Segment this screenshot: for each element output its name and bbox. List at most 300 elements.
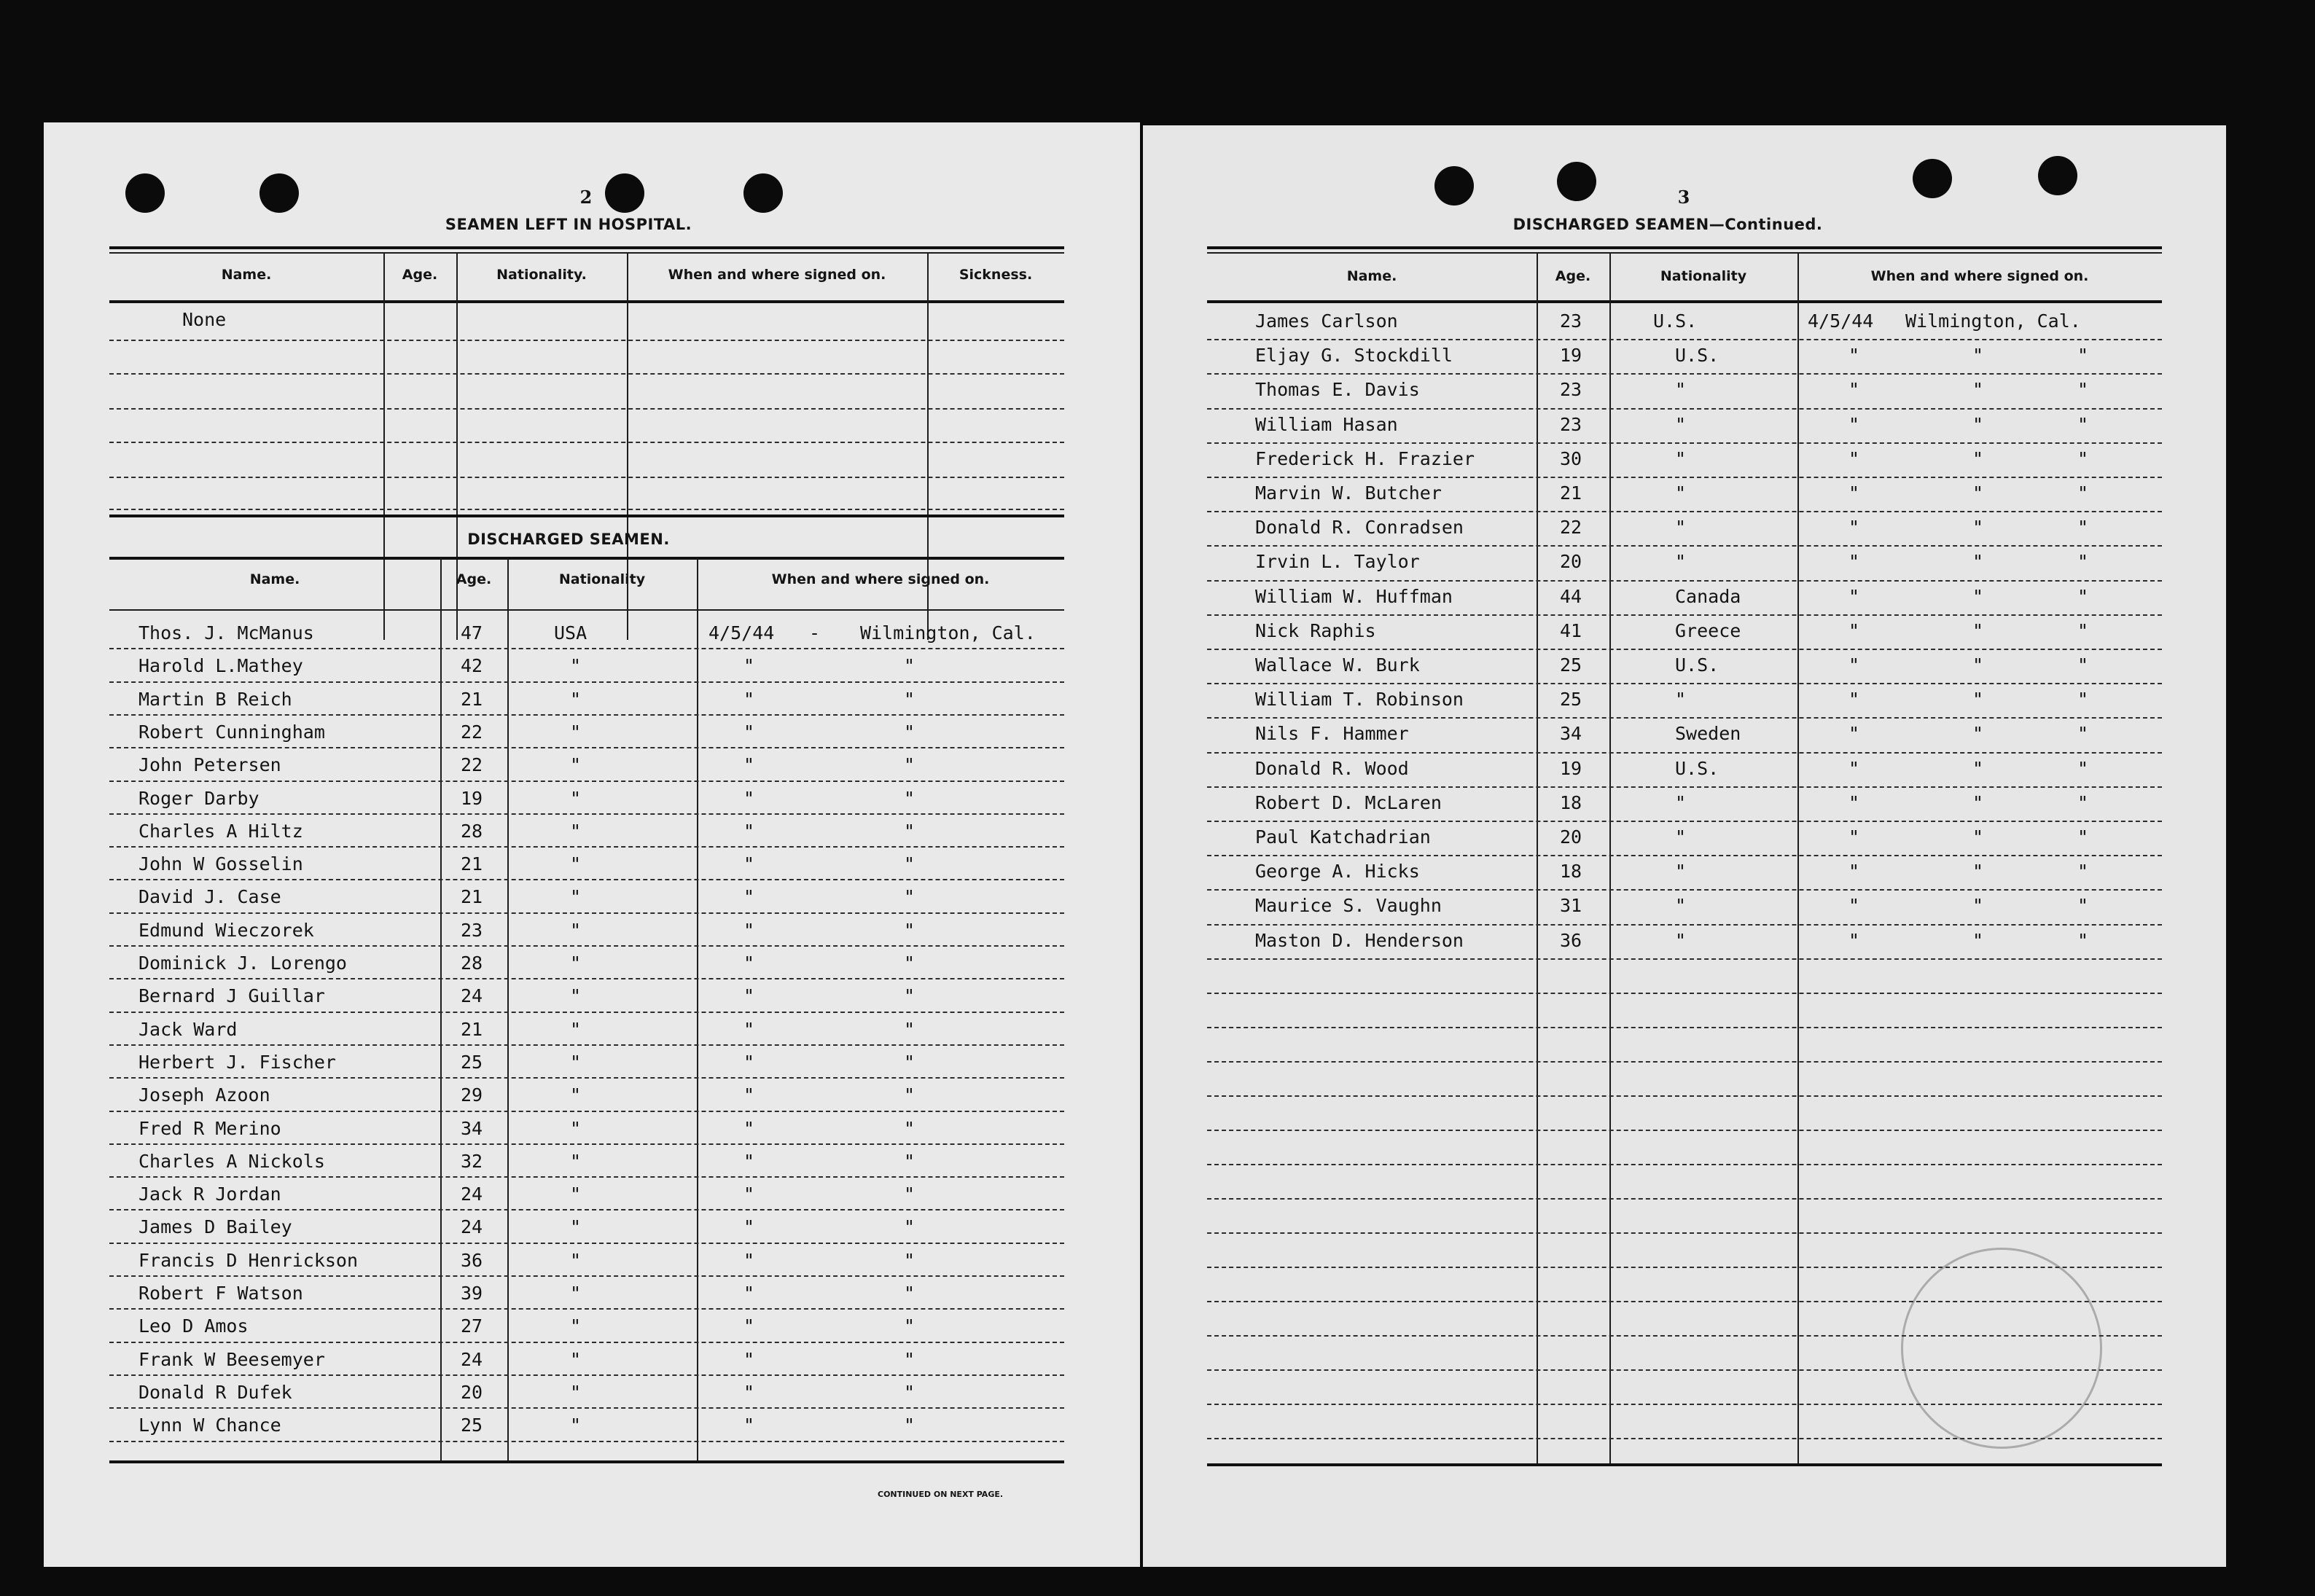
row-date: " bbox=[1849, 895, 1860, 917]
col-header-signed-on: When and where signed on. bbox=[668, 267, 886, 283]
row-date: " bbox=[1849, 861, 1860, 883]
row-date: " bbox=[743, 1283, 755, 1304]
row-age: 23 bbox=[461, 919, 483, 941]
col-header-name: Name. bbox=[1346, 268, 1397, 284]
col-header-signed-on: When and where signed on. bbox=[771, 571, 990, 587]
row-nationality: " bbox=[570, 1018, 582, 1040]
row-age: 34 bbox=[1560, 723, 1582, 745]
row-name: Joseph Azoon bbox=[138, 1084, 270, 1106]
row-age: 21 bbox=[1560, 482, 1582, 504]
col-header-age: Age. bbox=[402, 267, 438, 283]
row-nationality: " bbox=[570, 1283, 582, 1304]
row-age: 24 bbox=[461, 1348, 483, 1370]
row-place: " bbox=[904, 1051, 916, 1073]
row-place: " bbox=[904, 1084, 916, 1106]
row-rule bbox=[109, 1111, 1064, 1112]
row-date: " bbox=[743, 688, 755, 710]
discharged-continued-title: DISCHARGED SEAMEN—Continued. bbox=[1512, 216, 1823, 233]
row-rule bbox=[1207, 1027, 2162, 1028]
row-nationality: " bbox=[570, 1084, 582, 1106]
row-ditto: " bbox=[2077, 929, 2089, 951]
row-name: Jack R Jordan bbox=[138, 1184, 281, 1205]
row-nationality: U.S. bbox=[1675, 654, 1719, 676]
row-nationality: " bbox=[1675, 517, 1687, 539]
row-rule bbox=[1207, 821, 2162, 822]
row-date: " bbox=[743, 1084, 755, 1106]
row-age: 36 bbox=[461, 1249, 483, 1271]
row-rule bbox=[1207, 993, 2162, 994]
row-date: " bbox=[743, 1381, 755, 1403]
row-name: William W. Huffman bbox=[1255, 585, 1453, 607]
row-name: Donald R. Wood bbox=[1255, 757, 1409, 779]
row-rule bbox=[109, 1342, 1064, 1343]
col-header-nationality: Nationality bbox=[558, 571, 646, 587]
row-nationality: " bbox=[1675, 895, 1687, 917]
row-name: William Hasan bbox=[1255, 413, 1398, 435]
row-age: 23 bbox=[1560, 413, 1582, 435]
row-rule bbox=[109, 1407, 1064, 1409]
row-age: 25 bbox=[461, 1051, 483, 1073]
row-place: " bbox=[1972, 379, 1984, 401]
punch-hole bbox=[743, 173, 783, 213]
row-rule bbox=[109, 978, 1064, 979]
row-name: Lynn W Chance bbox=[138, 1415, 281, 1436]
row-date: " bbox=[1849, 791, 1860, 813]
row-date: " bbox=[1849, 689, 1860, 711]
row-place: " bbox=[1972, 517, 1984, 539]
row-name: Thomas E. Davis bbox=[1255, 379, 1420, 401]
row-age: 23 bbox=[1560, 379, 1582, 401]
row-place: " bbox=[904, 919, 916, 941]
row-date: 4/5/44 bbox=[1808, 310, 1874, 332]
row-ditto: " bbox=[2077, 447, 2089, 469]
row-age: 39 bbox=[461, 1283, 483, 1304]
row-name: Frank W Beesemyer bbox=[138, 1348, 325, 1370]
row-place: " bbox=[904, 1348, 916, 1370]
row-date: " bbox=[743, 853, 755, 875]
row-name: Donald R. Conradsen bbox=[1255, 517, 1464, 539]
row-date: " bbox=[743, 985, 755, 1007]
punch-hole bbox=[1434, 166, 1474, 206]
row-place: " bbox=[1972, 619, 1984, 641]
row-age: 23 bbox=[1560, 310, 1582, 332]
row-date: " bbox=[1849, 379, 1860, 401]
row-nationality: U.S. bbox=[1675, 345, 1719, 367]
row-date: " bbox=[743, 1348, 755, 1370]
row-age: 28 bbox=[461, 952, 483, 974]
row-nationality: " bbox=[1675, 929, 1687, 951]
row-ditto: " bbox=[2077, 619, 2089, 641]
row-place: " bbox=[1972, 689, 1984, 711]
row-place: Wilmington, Cal. bbox=[860, 622, 1036, 644]
row-nationality: " bbox=[570, 688, 582, 710]
row-ditto: " bbox=[2077, 895, 2089, 917]
row-rule bbox=[109, 747, 1064, 748]
row-date: 4/5/44 bbox=[708, 622, 775, 644]
row-name: Fred R Merino bbox=[138, 1117, 281, 1139]
row-age: 18 bbox=[1560, 861, 1582, 883]
row-age: 20 bbox=[1560, 826, 1582, 848]
row-nationality: " bbox=[570, 1051, 582, 1073]
row-age: 29 bbox=[461, 1084, 483, 1106]
row-name: Herbert J. Fischer bbox=[138, 1051, 336, 1073]
row-place: " bbox=[904, 1415, 916, 1436]
continued-note: CONTINUED ON NEXT PAGE. bbox=[878, 1490, 1004, 1499]
row-place: " bbox=[904, 853, 916, 875]
row-place: " bbox=[904, 754, 916, 776]
row-age: 27 bbox=[461, 1315, 483, 1337]
punch-hole bbox=[125, 173, 165, 213]
row-age: 32 bbox=[461, 1150, 483, 1172]
row-place: " bbox=[904, 1283, 916, 1304]
row-rule bbox=[109, 879, 1064, 880]
row-place: " bbox=[904, 1315, 916, 1337]
row-rule bbox=[1207, 442, 2162, 444]
row-nationality: " bbox=[570, 919, 582, 941]
row-rule bbox=[1207, 339, 2162, 340]
row-age: 25 bbox=[1560, 654, 1582, 676]
row-ditto: " bbox=[2077, 654, 2089, 676]
row-name: Robert Cunningham bbox=[138, 721, 325, 743]
row-nationality: " bbox=[570, 787, 582, 809]
row-rule bbox=[1207, 511, 2162, 512]
row-dash: - bbox=[809, 622, 821, 644]
row-place: " bbox=[1972, 791, 1984, 813]
row-nationality: USA bbox=[554, 622, 587, 644]
row-age: 44 bbox=[1560, 585, 1582, 607]
row-rule bbox=[1207, 683, 2162, 684]
row-name: James Carlson bbox=[1255, 310, 1398, 332]
row-nationality: " bbox=[1675, 482, 1687, 504]
row-date: " bbox=[743, 1415, 755, 1436]
row-nationality: Canada bbox=[1675, 585, 1741, 607]
row-date: " bbox=[743, 1249, 755, 1271]
row-date: " bbox=[743, 1018, 755, 1040]
row-name: Thos. J. McManus bbox=[138, 622, 314, 644]
row-name: Wallace W. Burk bbox=[1255, 654, 1420, 676]
row-rule bbox=[109, 1012, 1064, 1013]
row-rule bbox=[1207, 1198, 2162, 1200]
row-name: Marvin W. Butcher bbox=[1255, 482, 1442, 504]
row-nationality: " bbox=[1675, 791, 1687, 813]
col-header-age: Age. bbox=[1555, 268, 1591, 284]
row-date: " bbox=[743, 886, 755, 908]
row-rule bbox=[109, 714, 1064, 716]
row-age: 20 bbox=[461, 1381, 483, 1403]
row-name: Frederick H. Frazier bbox=[1255, 447, 1475, 469]
left-page bbox=[44, 122, 1140, 1567]
row-rule bbox=[109, 1044, 1064, 1046]
row-ditto: " bbox=[2077, 413, 2089, 435]
row-date: " bbox=[1849, 482, 1860, 504]
row-nationality: U.S. bbox=[1653, 310, 1698, 332]
right-page bbox=[1143, 125, 2226, 1567]
row-age: 28 bbox=[461, 820, 483, 842]
row-name: Edmund Wieczorek bbox=[138, 919, 314, 941]
row-nationality: " bbox=[570, 886, 582, 908]
row-nationality: " bbox=[570, 1315, 582, 1337]
row-rule bbox=[1207, 1232, 2162, 1234]
col-header-age: Age. bbox=[456, 571, 492, 587]
row-name: Donald R Dufek bbox=[138, 1381, 292, 1403]
row-name: David J. Case bbox=[138, 886, 281, 908]
row-rule bbox=[1207, 614, 2162, 616]
row-rule bbox=[1207, 1130, 2162, 1131]
row-date: " bbox=[1849, 826, 1860, 848]
hospital-row-name: None bbox=[182, 309, 227, 330]
row-place: " bbox=[904, 985, 916, 1007]
row-name: Maston D. Henderson bbox=[1255, 929, 1464, 951]
row-nationality: " bbox=[570, 952, 582, 974]
row-age: 24 bbox=[461, 985, 483, 1007]
official-stamp bbox=[1901, 1248, 2102, 1449]
row-rule bbox=[1207, 855, 2162, 856]
row-rule bbox=[109, 1143, 1064, 1145]
row-rule bbox=[1207, 717, 2162, 719]
row-rule bbox=[109, 1176, 1064, 1178]
row-ditto: " bbox=[2077, 757, 2089, 779]
row-age: 22 bbox=[1560, 517, 1582, 539]
row-nationality: " bbox=[1675, 861, 1687, 883]
row-rule bbox=[109, 945, 1064, 947]
row-nationality: " bbox=[570, 721, 582, 743]
row-age: 42 bbox=[461, 655, 483, 677]
row-ditto: " bbox=[2077, 723, 2089, 745]
row-place: " bbox=[1972, 447, 1984, 469]
row-date: " bbox=[743, 1051, 755, 1073]
row-rule bbox=[109, 912, 1064, 914]
row-rule bbox=[109, 1275, 1064, 1277]
row-rule bbox=[1207, 752, 2162, 754]
row-name: Eljay G. Stockdill bbox=[1255, 345, 1453, 367]
row-name: Robert D. McLaren bbox=[1255, 791, 1442, 813]
row-place: " bbox=[904, 1216, 916, 1238]
row-age: 19 bbox=[461, 787, 483, 809]
row-rule bbox=[1207, 786, 2162, 788]
row-place: " bbox=[1972, 345, 1984, 367]
row-name: Robert F Watson bbox=[138, 1283, 303, 1304]
row-place: " bbox=[1972, 723, 1984, 745]
row-name: John Petersen bbox=[138, 754, 281, 776]
row-rule bbox=[1207, 545, 2162, 547]
row-date: " bbox=[1849, 619, 1860, 641]
row-rule bbox=[1207, 408, 2162, 410]
row-nationality: " bbox=[1675, 826, 1687, 848]
row-date: " bbox=[743, 754, 755, 776]
row-nationality: Sweden bbox=[1675, 723, 1741, 745]
row-name: Nick Raphis bbox=[1255, 619, 1376, 641]
row-ditto: " bbox=[2077, 585, 2089, 607]
punch-hole bbox=[605, 173, 644, 213]
row-ditto: " bbox=[2077, 689, 2089, 711]
row-rule bbox=[1207, 958, 2162, 960]
row-ditto: " bbox=[2077, 482, 2089, 504]
row-nationality: " bbox=[570, 1415, 582, 1436]
row-nationality: " bbox=[570, 1381, 582, 1403]
row-place: " bbox=[904, 820, 916, 842]
row-place: " bbox=[1972, 861, 1984, 883]
row-place: " bbox=[904, 688, 916, 710]
row-name: Maurice S. Vaughn bbox=[1255, 895, 1442, 917]
row-rule bbox=[1207, 1061, 2162, 1063]
row-ditto: " bbox=[2077, 517, 2089, 539]
row-nationality: " bbox=[570, 820, 582, 842]
row-date: " bbox=[1849, 447, 1860, 469]
row-date: " bbox=[1849, 654, 1860, 676]
punch-hole bbox=[2038, 156, 2077, 195]
page-number: 2 bbox=[579, 187, 593, 208]
row-place: " bbox=[904, 1117, 916, 1139]
row-nationality: " bbox=[570, 655, 582, 677]
row-rule bbox=[109, 1374, 1064, 1376]
row-nationality: " bbox=[570, 1348, 582, 1370]
row-date: " bbox=[743, 820, 755, 842]
row-date: " bbox=[743, 1216, 755, 1238]
row-rule bbox=[109, 1209, 1064, 1210]
row-date: " bbox=[1849, 929, 1860, 951]
row-place: " bbox=[1972, 654, 1984, 676]
row-rule bbox=[109, 813, 1064, 815]
row-name: Martin B Reich bbox=[138, 688, 292, 710]
row-rule bbox=[1207, 580, 2162, 582]
row-place: " bbox=[904, 886, 916, 908]
col-header-name: Name. bbox=[221, 267, 272, 283]
row-name: Irvin L. Taylor bbox=[1255, 551, 1420, 573]
row-name: William T. Robinson bbox=[1255, 689, 1464, 711]
row-age: 47 bbox=[461, 622, 483, 644]
punch-hole bbox=[1557, 162, 1596, 201]
row-nationality: " bbox=[1675, 447, 1687, 469]
row-age: 22 bbox=[461, 754, 483, 776]
row-place: " bbox=[904, 1150, 916, 1172]
row-name: Dominick J. Lorengo bbox=[138, 952, 347, 974]
row-nationality: " bbox=[1675, 379, 1687, 401]
row-rule bbox=[109, 681, 1064, 683]
row-date: " bbox=[743, 919, 755, 941]
row-rule bbox=[1207, 649, 2162, 650]
row-rule bbox=[109, 781, 1064, 782]
row-rule bbox=[1207, 1164, 2162, 1165]
row-date: " bbox=[743, 787, 755, 809]
row-date: " bbox=[1849, 413, 1860, 435]
row-place: " bbox=[904, 655, 916, 677]
row-rule bbox=[109, 1077, 1064, 1079]
row-date: " bbox=[743, 1315, 755, 1337]
row-age: 36 bbox=[1560, 929, 1582, 951]
row-place: " bbox=[1972, 757, 1984, 779]
punch-hole bbox=[259, 173, 299, 213]
row-place: " bbox=[904, 787, 916, 809]
row-age: 20 bbox=[1560, 551, 1582, 573]
row-age: 24 bbox=[461, 1184, 483, 1205]
row-age: 21 bbox=[461, 886, 483, 908]
row-ditto: " bbox=[2077, 345, 2089, 367]
row-name: James D Bailey bbox=[138, 1216, 292, 1238]
row-age: 25 bbox=[461, 1415, 483, 1436]
row-date: " bbox=[1849, 585, 1860, 607]
row-rule bbox=[109, 1308, 1064, 1310]
row-ditto: " bbox=[2077, 379, 2089, 401]
row-rule bbox=[109, 846, 1064, 848]
row-date: " bbox=[1849, 757, 1860, 779]
row-rule bbox=[1207, 889, 2162, 891]
row-rule bbox=[109, 1243, 1064, 1244]
row-place: " bbox=[1972, 929, 1984, 951]
row-place: " bbox=[1972, 826, 1984, 848]
row-age: 18 bbox=[1560, 791, 1582, 813]
row-age: 25 bbox=[1560, 689, 1582, 711]
row-place: " bbox=[904, 1381, 916, 1403]
row-nationality: " bbox=[570, 1150, 582, 1172]
col-header-sickness: Sickness. bbox=[959, 267, 1033, 283]
row-date: " bbox=[743, 1150, 755, 1172]
discharged-section-title: DISCHARGED SEAMEN. bbox=[467, 531, 670, 548]
row-age: 34 bbox=[461, 1117, 483, 1139]
row-nationality: " bbox=[1675, 551, 1687, 573]
row-nationality: " bbox=[570, 1216, 582, 1238]
row-place: " bbox=[904, 1184, 916, 1205]
row-name: Nils F. Hammer bbox=[1255, 723, 1409, 745]
row-name: Jack Ward bbox=[138, 1018, 238, 1040]
row-rule bbox=[109, 648, 1064, 649]
row-place: " bbox=[904, 721, 916, 743]
row-place: " bbox=[1972, 413, 1984, 435]
row-date: " bbox=[1849, 551, 1860, 573]
row-date: " bbox=[743, 952, 755, 974]
row-name: Roger Darby bbox=[138, 787, 259, 809]
col-header-signed-on: When and where signed on. bbox=[1870, 268, 2089, 284]
row-rule bbox=[109, 1441, 1064, 1442]
row-date: " bbox=[743, 655, 755, 677]
row-date: " bbox=[1849, 345, 1860, 367]
row-place: " bbox=[904, 1249, 916, 1271]
row-name: Francis D Henrickson bbox=[138, 1249, 359, 1271]
row-age: 31 bbox=[1560, 895, 1582, 917]
row-place: Wilmington, Cal. bbox=[1905, 310, 2081, 332]
row-date: " bbox=[743, 1184, 755, 1205]
row-place: " bbox=[1972, 895, 1984, 917]
row-name: Paul Katchadrian bbox=[1255, 826, 1431, 848]
row-age: 21 bbox=[461, 853, 483, 875]
row-ditto: " bbox=[2077, 861, 2089, 883]
row-nationality: " bbox=[1675, 689, 1687, 711]
row-nationality: " bbox=[570, 985, 582, 1007]
row-date: " bbox=[1849, 517, 1860, 539]
row-age: 30 bbox=[1560, 447, 1582, 469]
row-rule bbox=[1207, 924, 2162, 926]
row-ditto: " bbox=[2077, 791, 2089, 813]
row-age: 21 bbox=[461, 1018, 483, 1040]
punch-hole bbox=[1913, 159, 1952, 198]
row-nationality: Greece bbox=[1675, 619, 1741, 641]
row-name: Leo D Amos bbox=[138, 1315, 249, 1337]
page-number: 3 bbox=[1677, 187, 1690, 208]
row-nationality: " bbox=[1675, 413, 1687, 435]
row-age: 24 bbox=[461, 1216, 483, 1238]
row-nationality: " bbox=[570, 754, 582, 776]
col-header-nationality: Nationality. bbox=[496, 267, 587, 283]
row-rule bbox=[1207, 477, 2162, 478]
row-rule bbox=[1207, 373, 2162, 375]
row-age: 21 bbox=[461, 688, 483, 710]
row-nationality: U.S. bbox=[1675, 757, 1719, 779]
row-age: 19 bbox=[1560, 757, 1582, 779]
row-rule bbox=[1207, 1095, 2162, 1097]
row-place: " bbox=[1972, 482, 1984, 504]
row-age: 19 bbox=[1560, 345, 1582, 367]
row-nationality: " bbox=[570, 1117, 582, 1139]
col-header-name: Name. bbox=[249, 571, 300, 587]
